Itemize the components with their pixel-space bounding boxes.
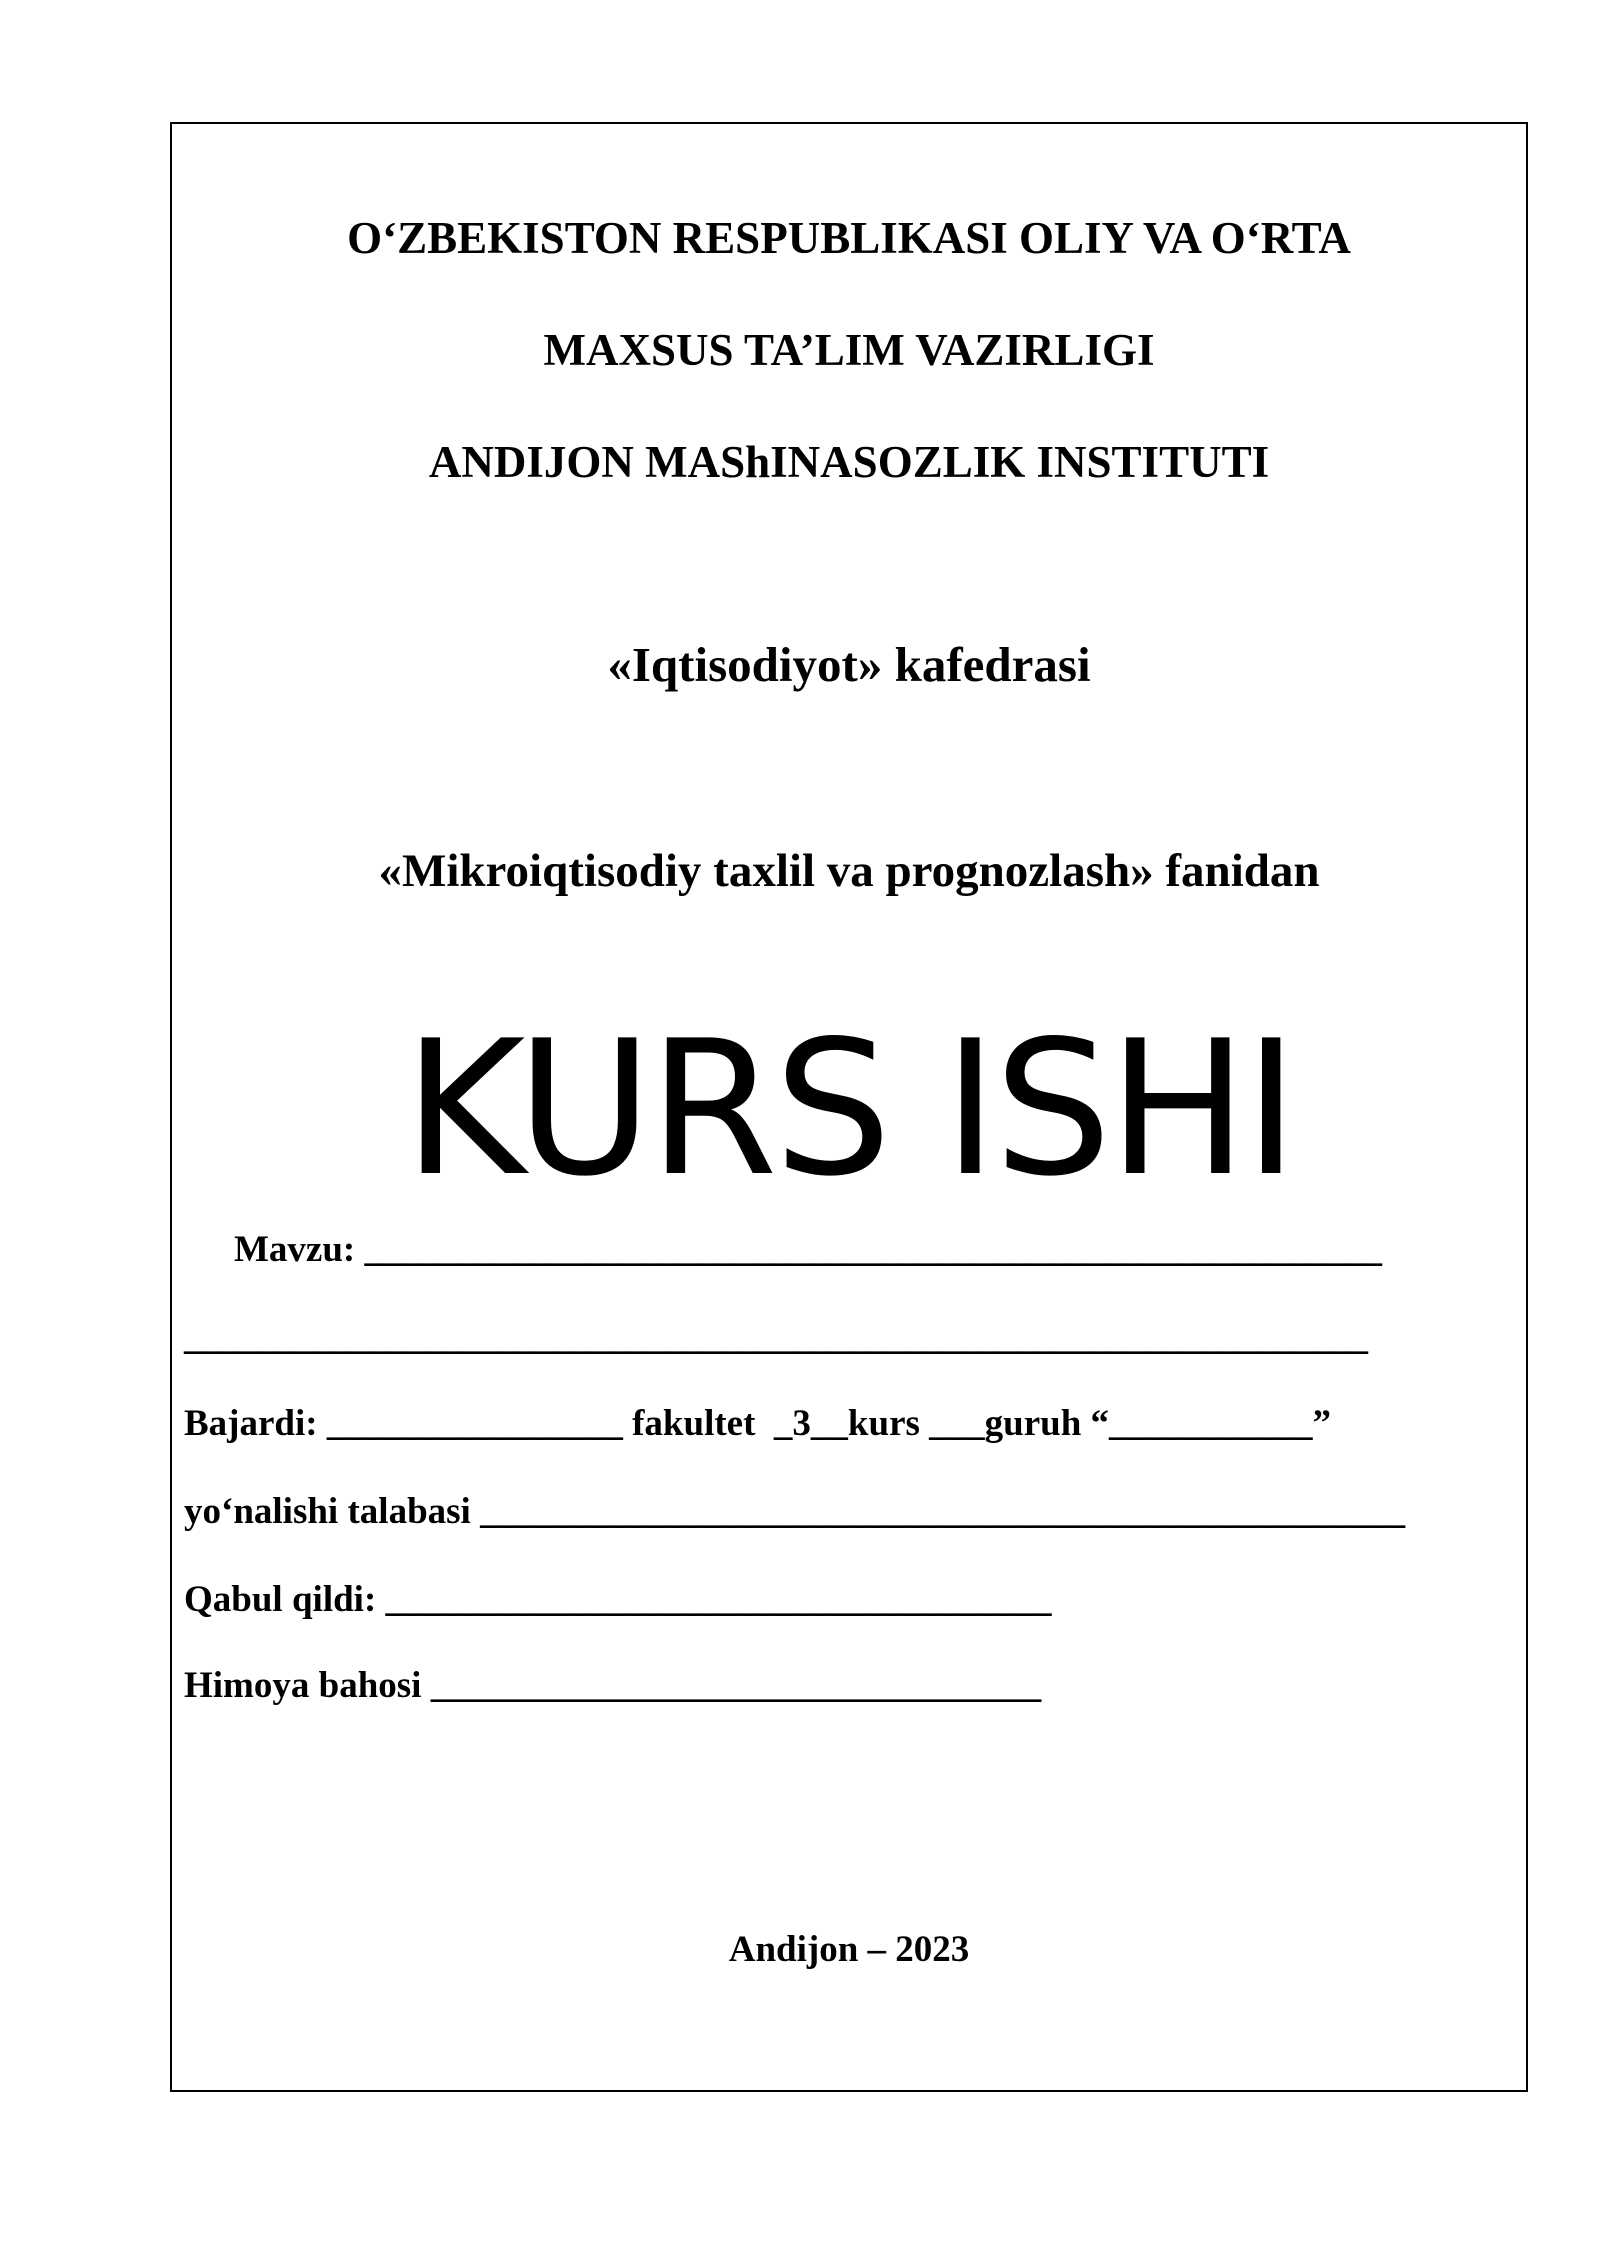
direction-student-field: yo‘nalishi talabasi __________________________________________________: [184, 1491, 1406, 1532]
department-name: «Iqtisodiyot» kafedrasi: [607, 637, 1091, 692]
place-and-year: Andijon – 2023: [728, 1929, 970, 1970]
performed-by-field: Bajardi: ________________ fakultet _3__kurs ___guruh “___________”: [184, 1403, 1332, 1444]
document-title: KURS ISHI: [403, 1000, 1295, 1217]
defense-grade-field: Himoya bahosi _________________________________: [184, 1665, 1042, 1706]
ministry-line-2: MAXSUS TA’LIM VAZIRLIGI: [543, 325, 1155, 375]
ministry-line-1: O‘ZBEKISTON RESPUBLIKASI OLIY VA O‘RTA: [347, 213, 1351, 263]
institute-name: ANDIJON MAShINASOZLIK INSTITUTI: [428, 437, 1270, 487]
topic-field-continuation: ________________________________________________________________: [184, 1317, 1368, 1358]
subject-name: «Mikroiqtisodiy taxlil va prognozlash» fanidan: [378, 845, 1320, 897]
accepted-by-field: Qabul qildi: ____________________________________: [184, 1579, 1052, 1620]
topic-field: Mavzu: _______________________________________________________: [234, 1229, 1382, 1270]
